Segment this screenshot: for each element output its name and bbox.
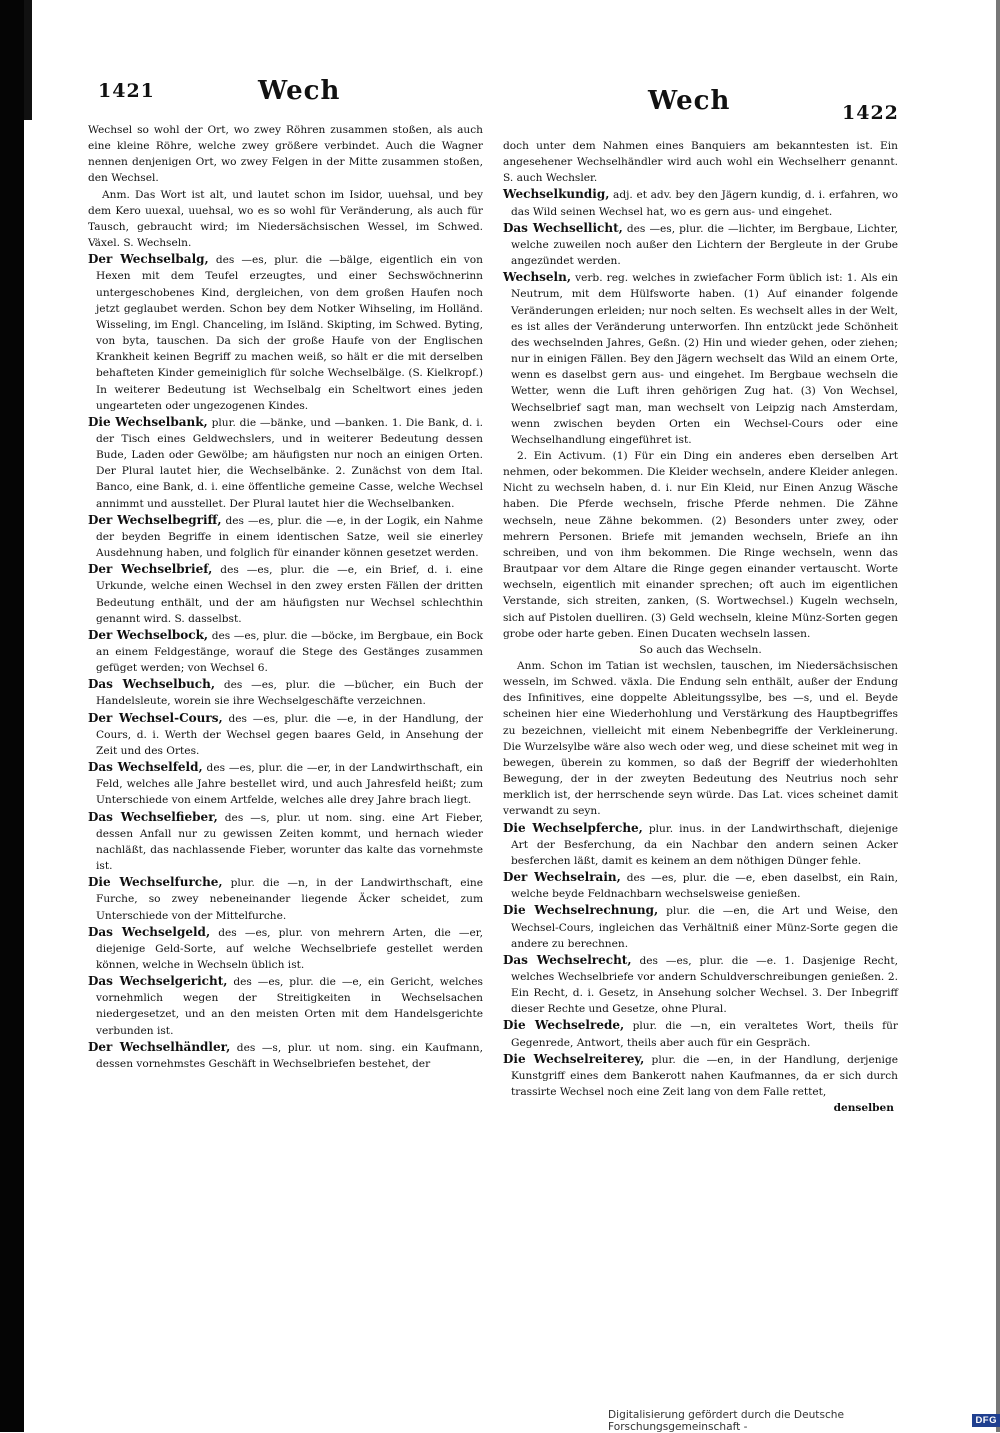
- entry-headword: Der Wechsel-Cours,: [88, 710, 223, 725]
- page-number-left: 1421: [98, 80, 155, 102]
- text-paragraph: doch unter dem Nahmen eines Banquiers am bekanntesten ist. Ein angesehener Wechselhändler wird auch wohl ein Wechselherr genannt. S. auch Wechsler.: [503, 140, 898, 185]
- entry-text: des —es, plur. die —e. 1. Dasjenige Recht, welches Wechselbriefe vor andern Schuldverschreibungen genießen. 2. Ein Recht, d. i. Gesetz, in Ansehung solcher Wechsel. 3. Der Inbegriff dieser Rechte und Gesetze, ohne Plural.: [511, 954, 899, 1016]
- dictionary-entry: [88, 973, 483, 1039]
- entry-headword: Die Wechselrede,: [503, 1018, 625, 1033]
- dictionary-entry: [88, 512, 483, 561]
- entry-headword: Die Wechselrechnung,: [503, 903, 659, 918]
- text-paragraph: So auch das Wechseln.: [639, 643, 762, 656]
- entry-headword: Der Wechselrain,: [503, 870, 621, 885]
- dictionary-entry: [503, 1017, 898, 1050]
- scan-dark-edge: [0, 0, 24, 1432]
- dictionary-entry: [88, 414, 483, 512]
- dictionary-entry: [88, 874, 483, 923]
- entry-text: des —es, plur. die —lichter, im Bergbaue, Lichter, welche zuweilen noch außer den Lichtern der Bergleute in der Grube angezündet werden.: [511, 222, 898, 268]
- entry-headword: Der Wechselbalg,: [88, 252, 209, 267]
- entry-text: verb. reg. welches in zwiefacher Form üblich ist: 1. Als ein Neutrum, mit dem Hülfsworte haben. (1) Auf einander folgende Veränderungen erleiden; nur noch selten. Es wechselt alles in der Welt, es ist alles der Veränderung unterworfen. Ihn entzückt jede Schönheit des wechselnden Jahres, Geßn. (2) Hin und wieder gehen, oder ziehen; nur in einigen Fällen. Bey den Jägern wechselt das Wild an einem Orte, wenn es daselbst gern aus- und eingehet. Im Bergbaue wechseln die Wetter, wenn die Luft ihren gehörigen Zug hat. (3) Von Wechsel, Wechselbrief sagt man, man wechselt von Leipzig nach Amsterdam, wenn zwischen beyden Orten ein Wechsel-Cours oder eine Wechselhandlung eingeführet ist.: [511, 272, 898, 446]
- entry-headword: Das Wechselfieber,: [88, 809, 218, 824]
- entry-text: plur. die —bänke, und —banken. 1. Die Bank, d. i. der Tisch eines Geldwechslers, und in weiterer Bedeutung dessen Bude, Laden oder Gewölbe; am häufigsten nur noch an einigen Orten. Der Plural lautet hier, die Wechselbänke. 2. Zunächst von dem Ital. Banco, eine Bank, d. i. eine öffentliche gemeine Casse, welche Wechsel annimmt und ausstellet. Der Plural lautet hier die Wechselbanken.: [96, 416, 484, 510]
- entry-headword: Die Wechselbank,: [88, 414, 208, 429]
- entry-headword: Die Wechselreiterey,: [503, 1051, 645, 1066]
- dictionary-entry: [503, 1051, 898, 1100]
- entry-text: des —es, plur. die —e, in der Logik, ein Nahme der beyden Begriffe in einem identischen Satze, weil sie einerley Ausdehnung haben, und folglich für einander können gesetzet werden.: [96, 514, 483, 560]
- text-paragraph: 2. Ein Activum. (1) Für ein Ding ein anderes eben derselben Art nehmen, oder bekommen. Die Kleider wechseln, andere Kleider anlegen. Nicht zu wechseln haben, d. i. nur Ein Kleid, nur Einen Anzug Wäsche haben. Die Pferde wechseln, frische Pferde nehmen. Die Zähne wechseln, neue Zähne bekommen. (2) Besonders unter zwey, oder mehrern Personen. Briefe mit jemanden wechseln, Briefe an ihn schreiben, und von ihm bekommen. Die Ringe wechseln, wenn das Brautpaar vor dem Altare die Ringe gegen einander vertauscht. Worte wechseln, eigentlich mit einander sprechen; oft auch im eigentlichen Verstande, sich streiten, zanken, (S. Wortwechsel.) Kugeln wechseln, sich auf Pistolen duelliren. (3) Geld wechseln, kleine Münz-Sorten gegen grobe oder harte geben. Einen Ducaten wechseln lassen.: [503, 449, 898, 640]
- dictionary-entry: [88, 1039, 483, 1072]
- entry-headword: Wechseln,: [503, 270, 572, 285]
- entry-headword: Die Wechselpferche,: [503, 820, 643, 835]
- entry-text: plur. inus. in der Landwirthschaft, diejenige Art der Besferchung, da ein Nachbar den andern seinen Acker besferchen läßt, damit es keinem an dem nöthigen Dünger fehle.: [511, 822, 898, 867]
- entry-text: adj. et adv. bey den Jägern kundig, d. i. erfahren, wo das Wild seinen Wechsel hat, wo es gern aus- und eingehet.: [511, 189, 898, 218]
- entry-text: des —s, plur. ut nom. sing. ein Kaufmann, dessen vornehmstes Geschäft in Wechselbriefen bestehet, der: [96, 1041, 484, 1070]
- dictionary-entry: [503, 952, 898, 1018]
- entry-headword: Die Wechselfurche,: [88, 875, 223, 890]
- dictionary-entry: [503, 269, 898, 448]
- left-text-column: [88, 122, 483, 1072]
- scan-right-edge: [996, 0, 1000, 1432]
- entry-headword: Der Wechselbegriff,: [88, 512, 222, 527]
- running-head-right: Wech: [648, 86, 731, 116]
- entry-headword: Das Wechselgeld,: [88, 924, 211, 939]
- entry-headword: Das Wechsellicht,: [503, 220, 623, 235]
- entry-headword: Wechselkundig,: [503, 187, 610, 202]
- entry-text: des —es, plur. die —e, eben daselbst, ein Rain, welche beyde Feldnachbarn wechselsweise genießen.: [511, 872, 898, 901]
- dfg-logo: DFG: [972, 1414, 1000, 1427]
- entry-headword: Der Wechselhändler,: [88, 1039, 231, 1054]
- dictionary-entry: [88, 924, 483, 973]
- scan-shadow-mark: [24, 0, 32, 120]
- entry-headword: Der Wechselbrief,: [88, 562, 213, 577]
- right-text-column: [503, 138, 898, 1116]
- entry-headword: Der Wechselbock,: [88, 627, 209, 642]
- catchword: denselben: [833, 1102, 894, 1115]
- entry-text: plur. die —en, die Art und Weise, den Wechsel-Cours, ingleichen das Verhältniß einer Münz-Sorte gegen die andere zu berechnen.: [511, 905, 898, 950]
- entry-text: des —es, plur. die —e, in der Handlung, der Cours, d. i. Werth der Wechsel gegen baares Geld, in Ansehung der Zeit und des Ortes.: [96, 712, 483, 757]
- entry-text: plur. die —n, in der Landwirthschaft, eine Furche, so zwey nebeneinander liegende Äcker scheidet, zum Unterschiede von der Mittelfurche.: [96, 877, 483, 922]
- text-paragraph: Anm. Schon im Tatian ist wechslen, tauschen, im Niedersächsischen wesseln, im Schwed. växla. Die Endung seln enthält, außer der Endung des Infinitives, eine doppelte Ableitungssylbe, bes —s, und el. Beyde scheinen hier eine Wiederhohlung und Verstärkung des Hauptbegriffes zu bezeichnen, vielleicht mit einem Nebenbegriffe der Verkleinerung. Die Wurzelsylbe wäre also wech oder weg, und diese scheinet mit weg in bewegen, überein zu kommen, so daß der Begriff der wiederhohlten Bewegung, der in der zweyten Bedeutung des Neutrius noch sehr merklich ist, der herrschende seyn würde. Das Lat. vices scheinet damit verwandt zu seyn.: [503, 660, 898, 818]
- dictionary-entry: [503, 820, 898, 869]
- dictionary-entry: [503, 869, 898, 902]
- dictionary-entry: [88, 676, 483, 709]
- entry-text: des —es, plur. die —e, ein Brief, d. i. eine Urkunde, welche einen Wechsel in den zwey ersten Fällen der dritten Bedeutung enthält, und der am häufigsten nur Wechsel schlechthin genannt wird. S. dasselbst.: [96, 564, 483, 625]
- entry-headword: Das Wechselfeld,: [88, 760, 203, 775]
- entry-text: des —es, plur. von mehrern Arten, die —er, diejenige Geld-Sorte, auf welche Wechselbriefe gestellet werden können, welche in Wechseln üblich ist.: [96, 926, 483, 971]
- entry-headword: Das Wechselgericht,: [88, 974, 228, 989]
- dictionary-entry: [88, 561, 483, 627]
- dictionary-entry: [88, 710, 483, 759]
- page-number-right: 1422: [842, 102, 899, 124]
- dictionary-entry: [88, 759, 483, 808]
- dictionary-entry: [88, 627, 483, 676]
- footer-credit: [608, 1408, 1000, 1433]
- entry-text: plur. die —n, ein veraltetes Wort, theils für Gegenrede, Antwort, theils aber auch für ein Gespräch.: [511, 1020, 898, 1049]
- dictionary-entry: [88, 251, 483, 414]
- entry-text: plur. die —en, in der Handlung, derjenige Kunstgriff eines dem Bankerott nahen Kaufmannes, da er sich durch trassirte Wechsel noch eine Zeit lang von dem Falle rettet,: [511, 1053, 898, 1099]
- dictionary-entry: [503, 902, 898, 951]
- text-paragraph: Anm. Das Wort ist alt, und lautet schon im Isidor, uuehsal, und bey dem Kero uuexal, uuehsal, wo es so wohl für Veränderung, als auch für Tausch, gebraucht wird; im Niedersächsischen Wessel, im Schwed. Växel. S. Wechseln.: [88, 188, 483, 250]
- entry-text: des —es, plur. die —er, in der Landwirthschaft, ein Feld, welches alle Jahre bestellet wird, und auch Jahresfeld heißt; zum Unterschiede von einem Artfelde, welches alle drey Jahre brach liegt.: [96, 762, 483, 807]
- entry-text: des —s, plur. ut nom. sing. eine Art Fieber, dessen Anfall nur zu gewissen Zeiten kommt, und hernach wieder nachläßt, das nachlassende Fieber, worunter das kalte das vornehmste ist.: [96, 811, 483, 873]
- dictionary-entry: [88, 809, 483, 875]
- text-paragraph: Wechsel so wohl der Ort, wo zwey Röhren zusammen stoßen, als auch eine kleine Röhre, welche zwey größere verbindet. Auch die Wagner nennen denjenigen Ort, wo zwey Felgen in der Mitte zusammen stoßen, den Wechsel.: [88, 124, 483, 185]
- entry-text: des —es, plur. die —e, ein Gericht, welches vornehmlich wegen der Streitigkeiten in Wechselsachen niedergesetzet, und an den meisten Orten mit dem Handelsgerichte verbunden ist.: [96, 976, 483, 1037]
- dictionary-entry: [503, 186, 898, 219]
- footer-credit-text: Digitalisierung gefördert durch die Deutsche Forschungsgemeinschaft -: [608, 1408, 845, 1433]
- entry-text: des —es, plur. die —bälge, eigentlich ein von Hexen mit dem Teufel erzeugtes, und einer Sechswöchnerinn untergeschobenes Kind, dergleichen, von dem großen Haufen noch jetzt geglaubet werden. Schon bey dem Notker Wihseling, im Holländ. Wisseling, im Engl. Chanceling, im Isländ. Skipting, im Schwed. Byting, von byta, tauschen. Da sich der große Haufe von der Englischen Krankheit keinen Begriff zu machen weiß, so hält er die mit derselben behafteten Kinder gemeiniglich für solche Wechselbälge. (S. Kielkropf.) In weiterer Bedeutung ist Wechselbalg ein Scheltwort eines jeden ungearteten oder ungezogenen Kindes.: [96, 254, 483, 412]
- entry-text: des —es, plur. die —böcke, im Bergbaue, ein Bock an einem Feldgestänge, worauf die Stege des Gestänges zusammen gefüget werden; von Wechsel 6.: [96, 629, 483, 675]
- entry-text: des —es, plur. die —bücher, ein Buch der Handelsleute, worein sie ihre Wechselgeschäfte verzeichnen.: [96, 679, 483, 708]
- entry-headword: Das Wechselrecht,: [503, 952, 632, 967]
- entry-headword: Das Wechselbuch,: [88, 677, 216, 692]
- dictionary-entry: [503, 220, 898, 269]
- running-head-left: Wech: [258, 76, 341, 106]
